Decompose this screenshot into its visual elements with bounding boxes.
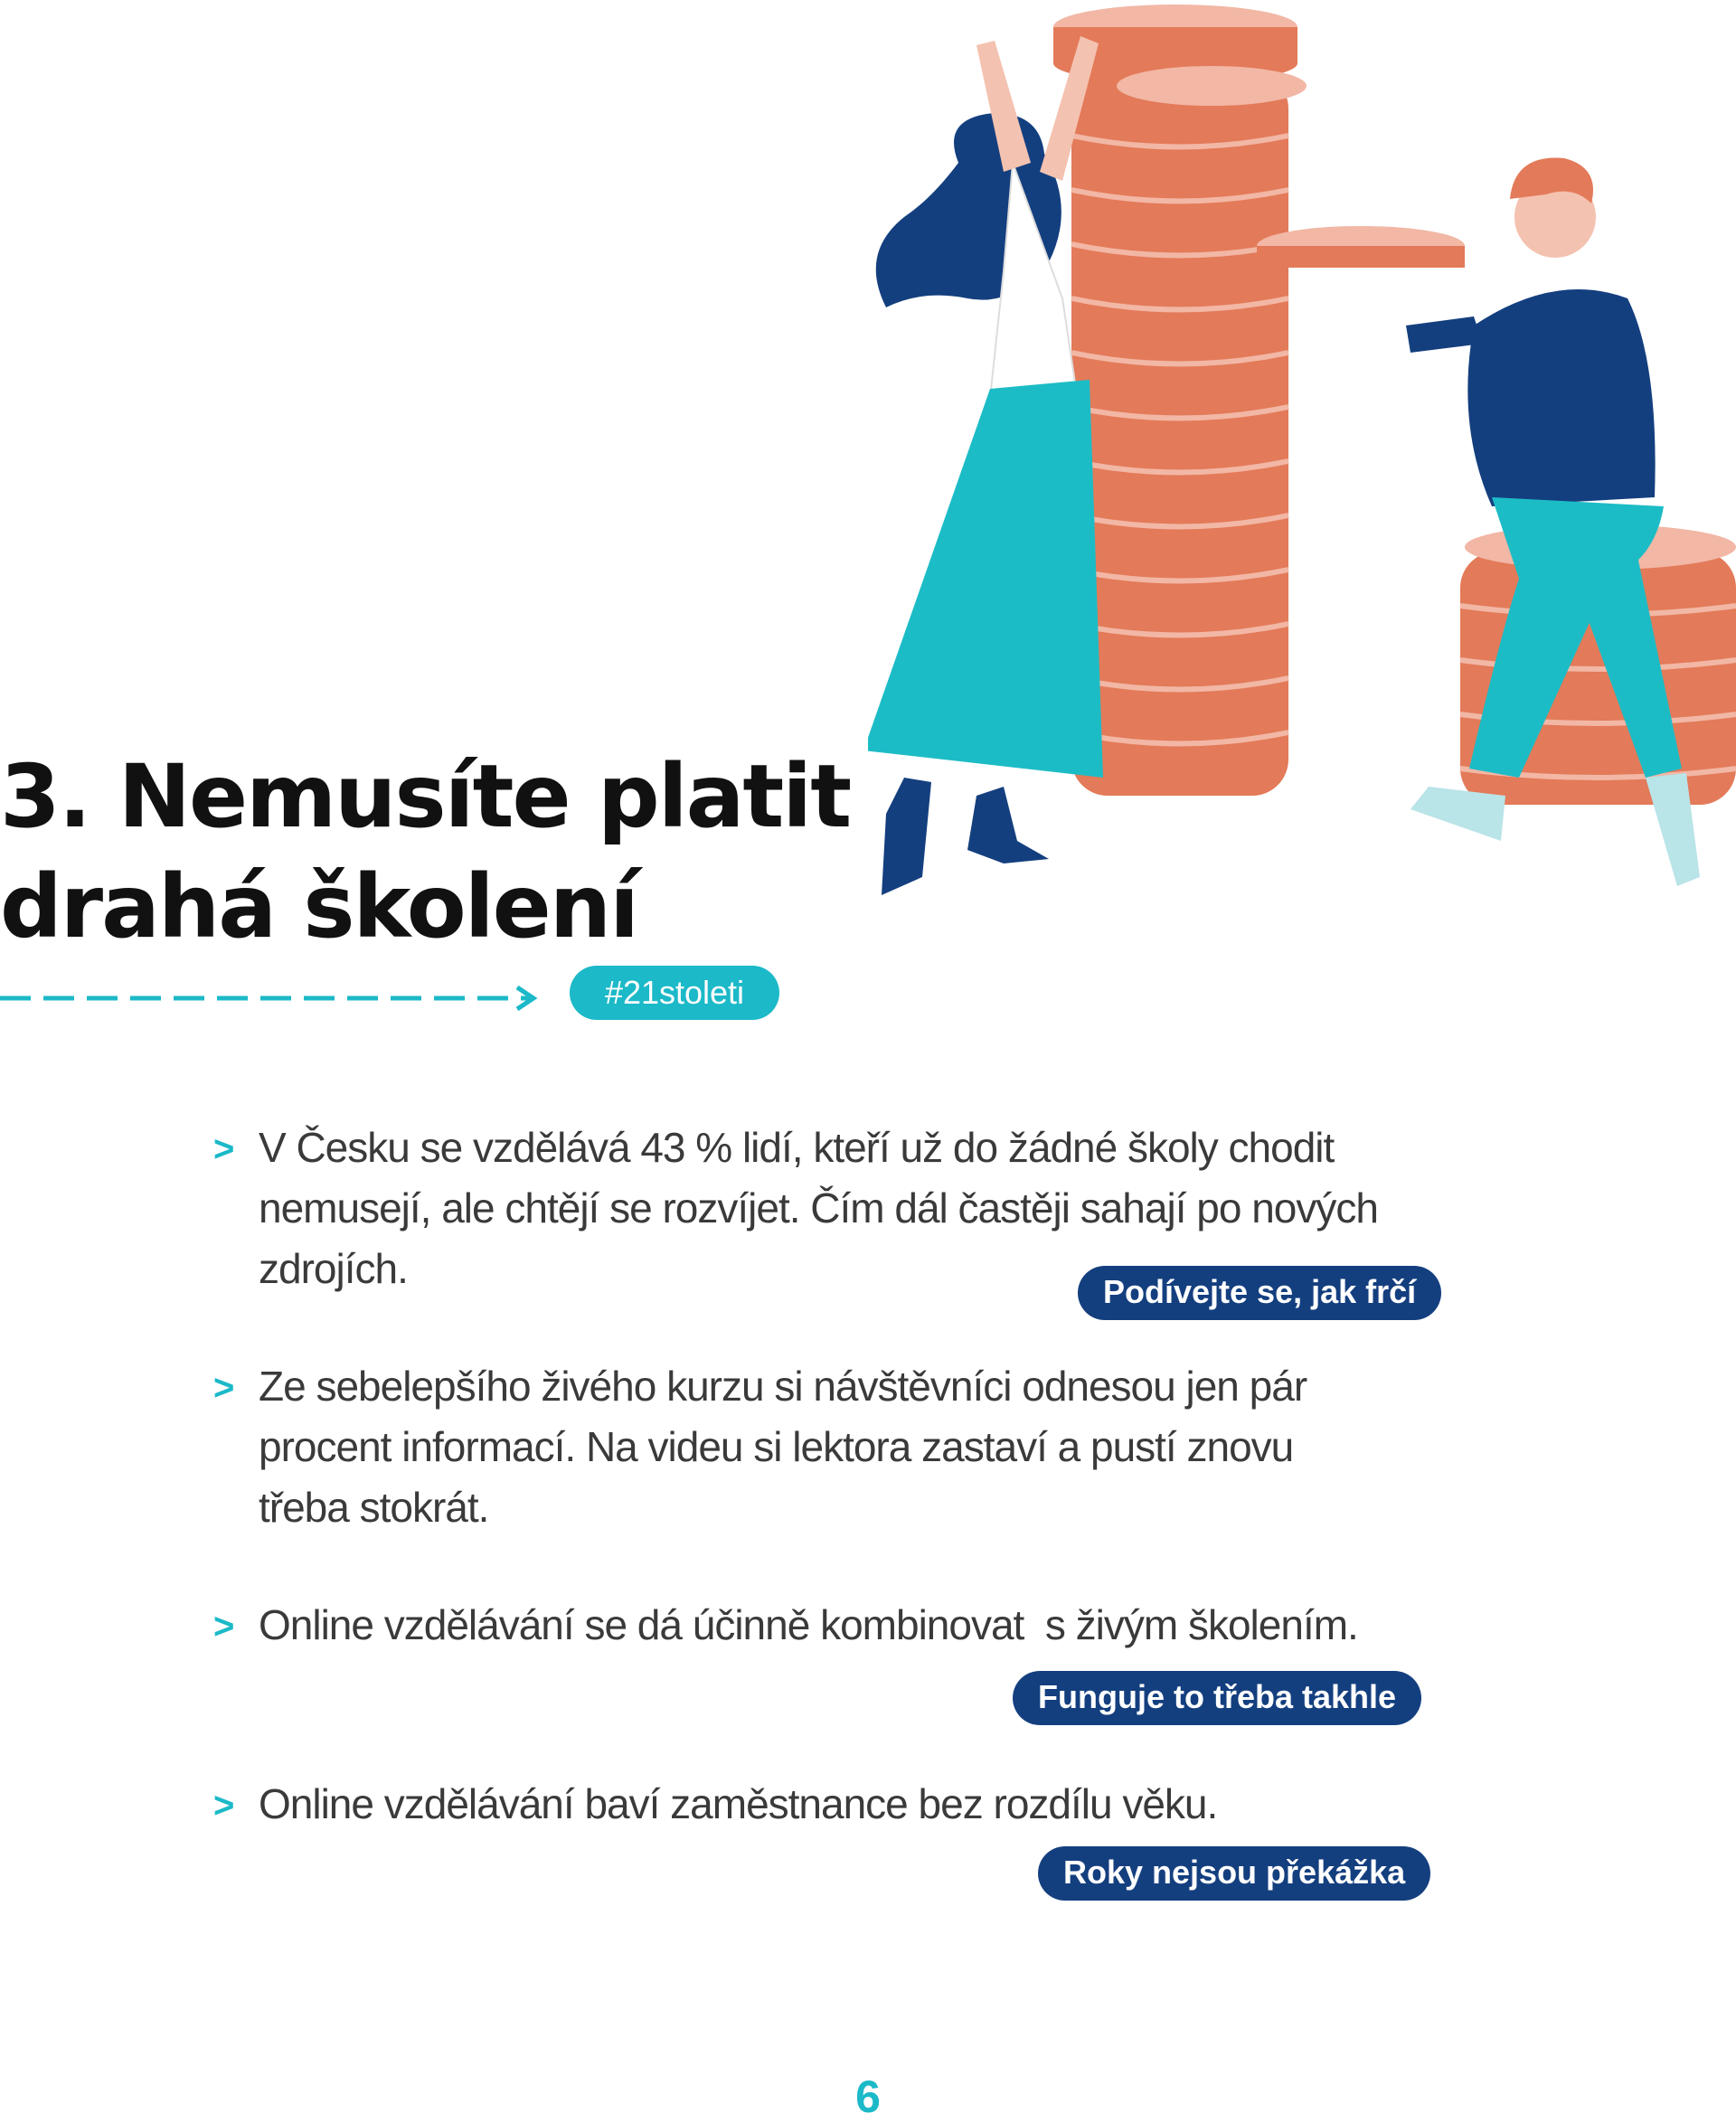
link-button-1[interactable]: Podívejte se, jak frčí <box>1078 1266 1441 1320</box>
bullet-item-4 <box>213 1774 1406 1891</box>
woman-figure <box>868 36 1103 895</box>
page-title <box>0 741 850 962</box>
dashed-arrow-icon <box>0 978 542 1014</box>
people-stacking-coins-illustration <box>868 0 1736 913</box>
chevron-right-icon: > <box>213 1129 235 1169</box>
chevron-right-icon: > <box>213 1786 235 1826</box>
hashtag-badge[interactable]: #21stoleti <box>570 966 779 1020</box>
link-button-4[interactable]: Roky nejsou překážka <box>1038 1846 1430 1901</box>
bullet-list <box>213 1118 1552 1891</box>
page-title-line-2: drahá školení <box>0 856 638 958</box>
bullet-text-4: Online vzdělávání baví zaměstnance bez rozdílu věku. <box>259 1780 1218 1827</box>
chevron-right-icon: > <box>213 1368 235 1408</box>
bullet-text-1: V Česku se vzdělává 43 % lidí, kteří už do žádné školy chodit nemusejí, ale chtějí se rozvíjet. Čím dál častěji sahají po nových zdrojích. <box>259 1124 1378 1292</box>
chevron-right-icon: > <box>213 1607 235 1647</box>
bullet-item-3 <box>213 1595 1397 1715</box>
page-number: 6 <box>855 2071 881 2122</box>
link-button-3[interactable]: Funguje to třeba takhle <box>1013 1671 1421 1725</box>
page-title-line-1: 3. Nemusíte platit <box>0 746 851 847</box>
bullet-item-1 <box>213 1118 1552 1310</box>
bullet-text-3: Online vzdělávání se dá účinně kombinovat s živým školením. <box>259 1601 1358 1648</box>
bullet-text-2: Ze sebelepšího živého kurzu si návštěvníci odnesou jen pár procent informací. Na videu si lektora zastaví a pustí znovu třeba stokrát. <box>259 1363 1307 1531</box>
bullet-item-2 <box>213 1356 1307 1538</box>
